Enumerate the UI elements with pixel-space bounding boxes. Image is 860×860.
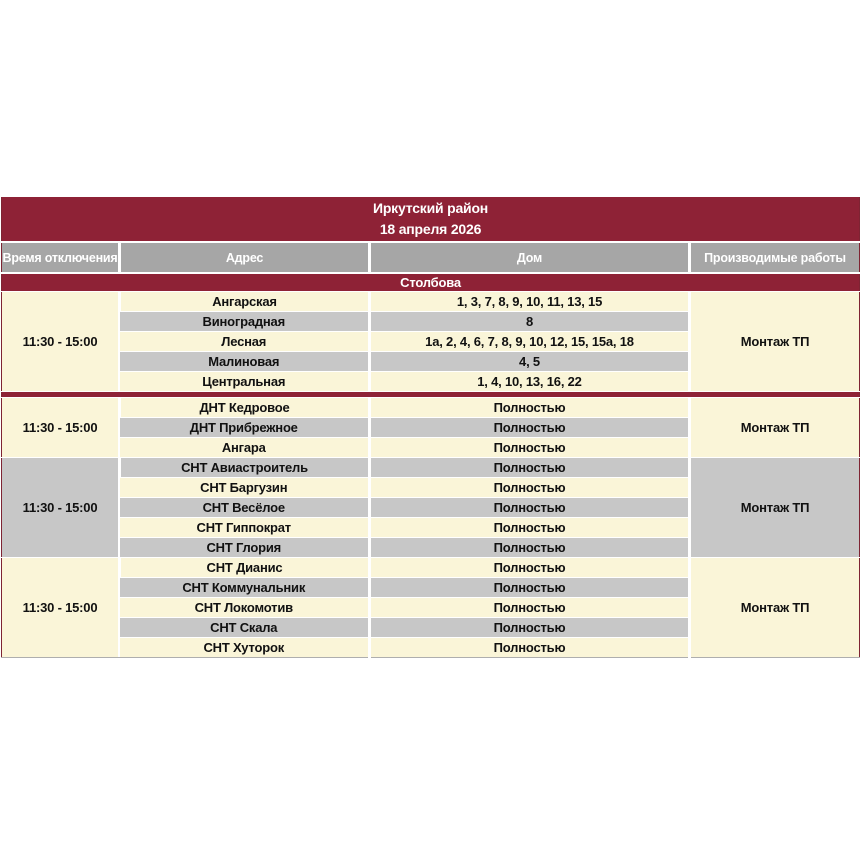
address-cell: Виноградная	[120, 312, 370, 332]
time-cell: 11:30 - 15:00	[2, 398, 120, 458]
table-row	[2, 398, 860, 418]
address-cell: СНТ Дианис	[120, 558, 370, 578]
address-cell: СНТ Локомотив	[120, 598, 370, 618]
houses-cell: Полностью	[370, 438, 690, 458]
houses-cell: Полностью	[370, 638, 690, 658]
district-title: Иркутский район	[372, 200, 489, 216]
houses-cell: 1а, 2, 4, 6, 7, 8, 9, 10, 12, 15, 15а, 18	[370, 332, 690, 352]
address-cell: Ангара	[120, 438, 370, 458]
work-cell: Монтаж ТП	[690, 398, 860, 458]
houses-cell: Полностью	[370, 518, 690, 538]
address-cell: СНТ Баргузин	[120, 478, 370, 498]
table-body	[2, 292, 860, 658]
address-cell: Лесная	[120, 332, 370, 352]
address-cell: СНТ Скала	[120, 618, 370, 638]
section-header-row	[2, 273, 860, 292]
houses-cell: Полностью	[370, 418, 690, 438]
table-row	[2, 458, 860, 478]
address-cell: СНТ Коммунальник	[120, 578, 370, 598]
table-title-row	[2, 197, 860, 242]
houses-cell: 4, 5	[370, 352, 690, 372]
time-cell: 11:30 - 15:00	[2, 458, 120, 558]
houses-cell: 1, 4, 10, 13, 16, 22	[370, 372, 690, 392]
time-cell: 11:30 - 15:00	[2, 558, 120, 658]
houses-cell: Полностью	[370, 498, 690, 518]
houses-cell: Полностью	[370, 618, 690, 638]
houses-cell: Полностью	[370, 398, 690, 418]
col-header-works: Производимые работы	[690, 242, 860, 273]
address-cell: СНТ Хуторок	[120, 638, 370, 658]
address-cell: Центральная	[120, 372, 370, 392]
table-title	[2, 197, 860, 242]
time-cell: 11:30 - 15:00	[2, 292, 120, 392]
houses-cell: Полностью	[370, 458, 690, 478]
column-header-row	[2, 242, 860, 273]
houses-cell: 1, 3, 7, 8, 9, 10, 11, 13, 15	[370, 292, 690, 312]
table-row	[2, 292, 860, 312]
houses-cell: Полностью	[370, 578, 690, 598]
col-header-time: Время отключения	[2, 242, 120, 273]
houses-cell: Полностью	[370, 558, 690, 578]
table-row	[2, 558, 860, 578]
houses-cell: Полностью	[370, 478, 690, 498]
address-cell: СНТ Весёлое	[120, 498, 370, 518]
address-cell: ДНТ Кедровое	[120, 398, 370, 418]
work-cell: Монтаж ТП	[690, 458, 860, 558]
houses-cell: Полностью	[370, 538, 690, 558]
address-cell: Малиновая	[120, 352, 370, 372]
address-cell: СНТ Авиастроитель	[120, 458, 370, 478]
address-cell: ДНТ Прибрежное	[120, 418, 370, 438]
date-subtitle: 18 апреля 2026	[379, 221, 482, 237]
houses-cell: 8	[370, 312, 690, 332]
col-header-address: Адрес	[120, 242, 370, 273]
work-cell: Монтаж ТП	[690, 558, 860, 658]
address-cell: СНТ Гиппократ	[120, 518, 370, 538]
work-cell: Монтаж ТП	[690, 292, 860, 392]
houses-cell: Полностью	[370, 598, 690, 618]
section-header: Столбова	[2, 273, 860, 292]
address-cell: СНТ Глория	[120, 538, 370, 558]
col-header-houses: Дом	[370, 242, 690, 273]
address-cell: Ангарская	[120, 292, 370, 312]
outage-schedule-table	[1, 197, 860, 658]
